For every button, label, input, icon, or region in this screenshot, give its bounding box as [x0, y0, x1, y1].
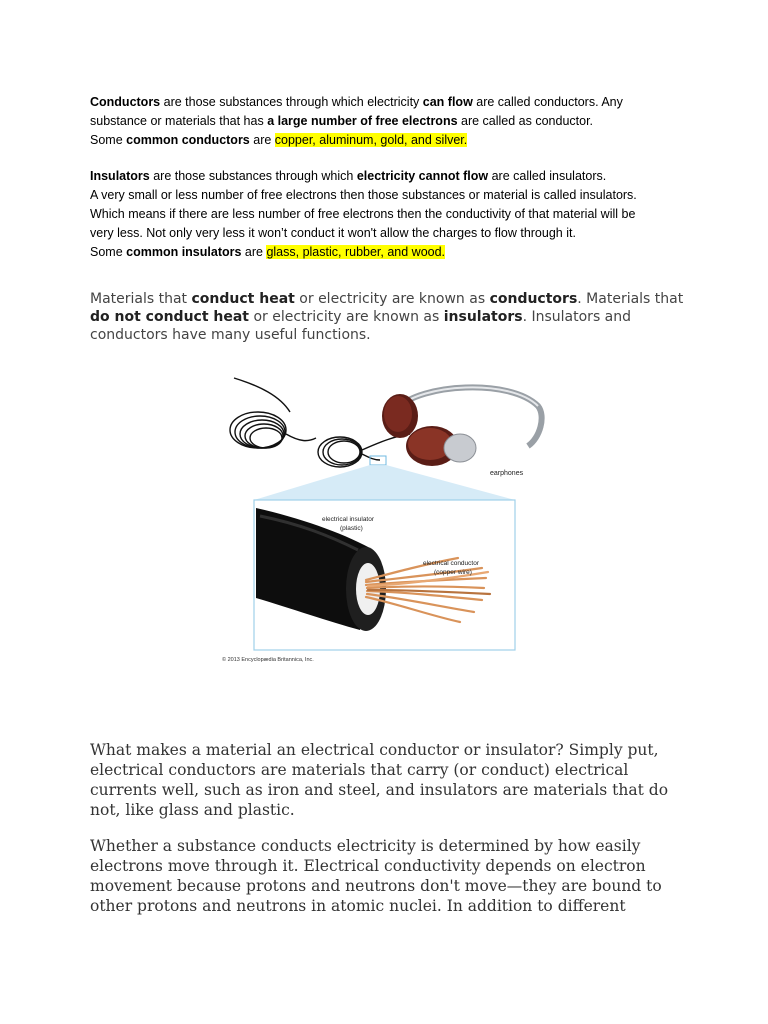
insulator-label: electrical insulator — [322, 516, 375, 523]
insulators-line-4: very less. Not only very less it won’t conduct it won't allow the charges to flow through it. — [90, 226, 576, 240]
highlight-insulators: glass, plastic, rubber, and wood. — [266, 245, 446, 259]
conductor-sublabel: (copper wire) — [434, 569, 472, 576]
insulators-line-5: Some common insulators are glass, plastic, rubber, and wood. — [90, 245, 446, 259]
insulators-line-2: A very small or less number of free electrons then those substances or material is called insulators. — [90, 188, 637, 202]
conductors-line-3: Some common conductors are copper, aluminum, gold, and silver. — [90, 133, 468, 147]
insulators-definition — [90, 167, 690, 262]
insulators-line-1: Insulators are those substances through which electricity cannot flow are called insulators. — [90, 169, 607, 183]
what-makes-paragraph: What makes a material an electrical conductor or insulator? Simply put, electrical conductors are materials that carry (or conduct) electrical currents well, such as iron and steel, and insulators are materials that do not, like glass and plastic. — [90, 741, 669, 819]
copyright-text: © 2013 Encyclopædia Britannica, Inc. — [222, 657, 314, 663]
earphones-cable-illustration — [220, 372, 550, 668]
zoom-wedge — [254, 465, 515, 500]
conductors-definition — [90, 93, 690, 150]
conductors-line-1: Conductors are those substances through which electricity can flow are called conductors. Any — [90, 95, 623, 109]
insulators-line-3: Which means if there are less number of free electrons then the conductivity of that material will be — [90, 207, 636, 221]
ear-cup-right — [406, 426, 476, 466]
materials-paragraph: Materials that conduct heat or electricity are known as conductors. Materials that do not conduct heat or electricity are known as insulators. Insulators and conductors have many useful functions. — [90, 291, 684, 343]
conductor-label: electrical conductor — [423, 560, 479, 567]
whether-paragraph: Whether a substance conducts electricity is determined by how easily electrons move through it. Electrical conductivity depends on electron movement because protons and neutrons don't move—they are bound to other protons and neutrons in atomic nuclei. In addition to different — [90, 837, 662, 915]
highlight-conductors: copper, aluminum, gold, and silver. — [274, 133, 468, 147]
insulator-sublabel: (plastic) — [340, 525, 363, 532]
ear-cup-left — [382, 394, 418, 438]
earphones-label: earphones — [490, 470, 524, 477]
conductors-line-2: substance or materials that has a large number of free electrons are called as conductor. — [90, 114, 594, 128]
